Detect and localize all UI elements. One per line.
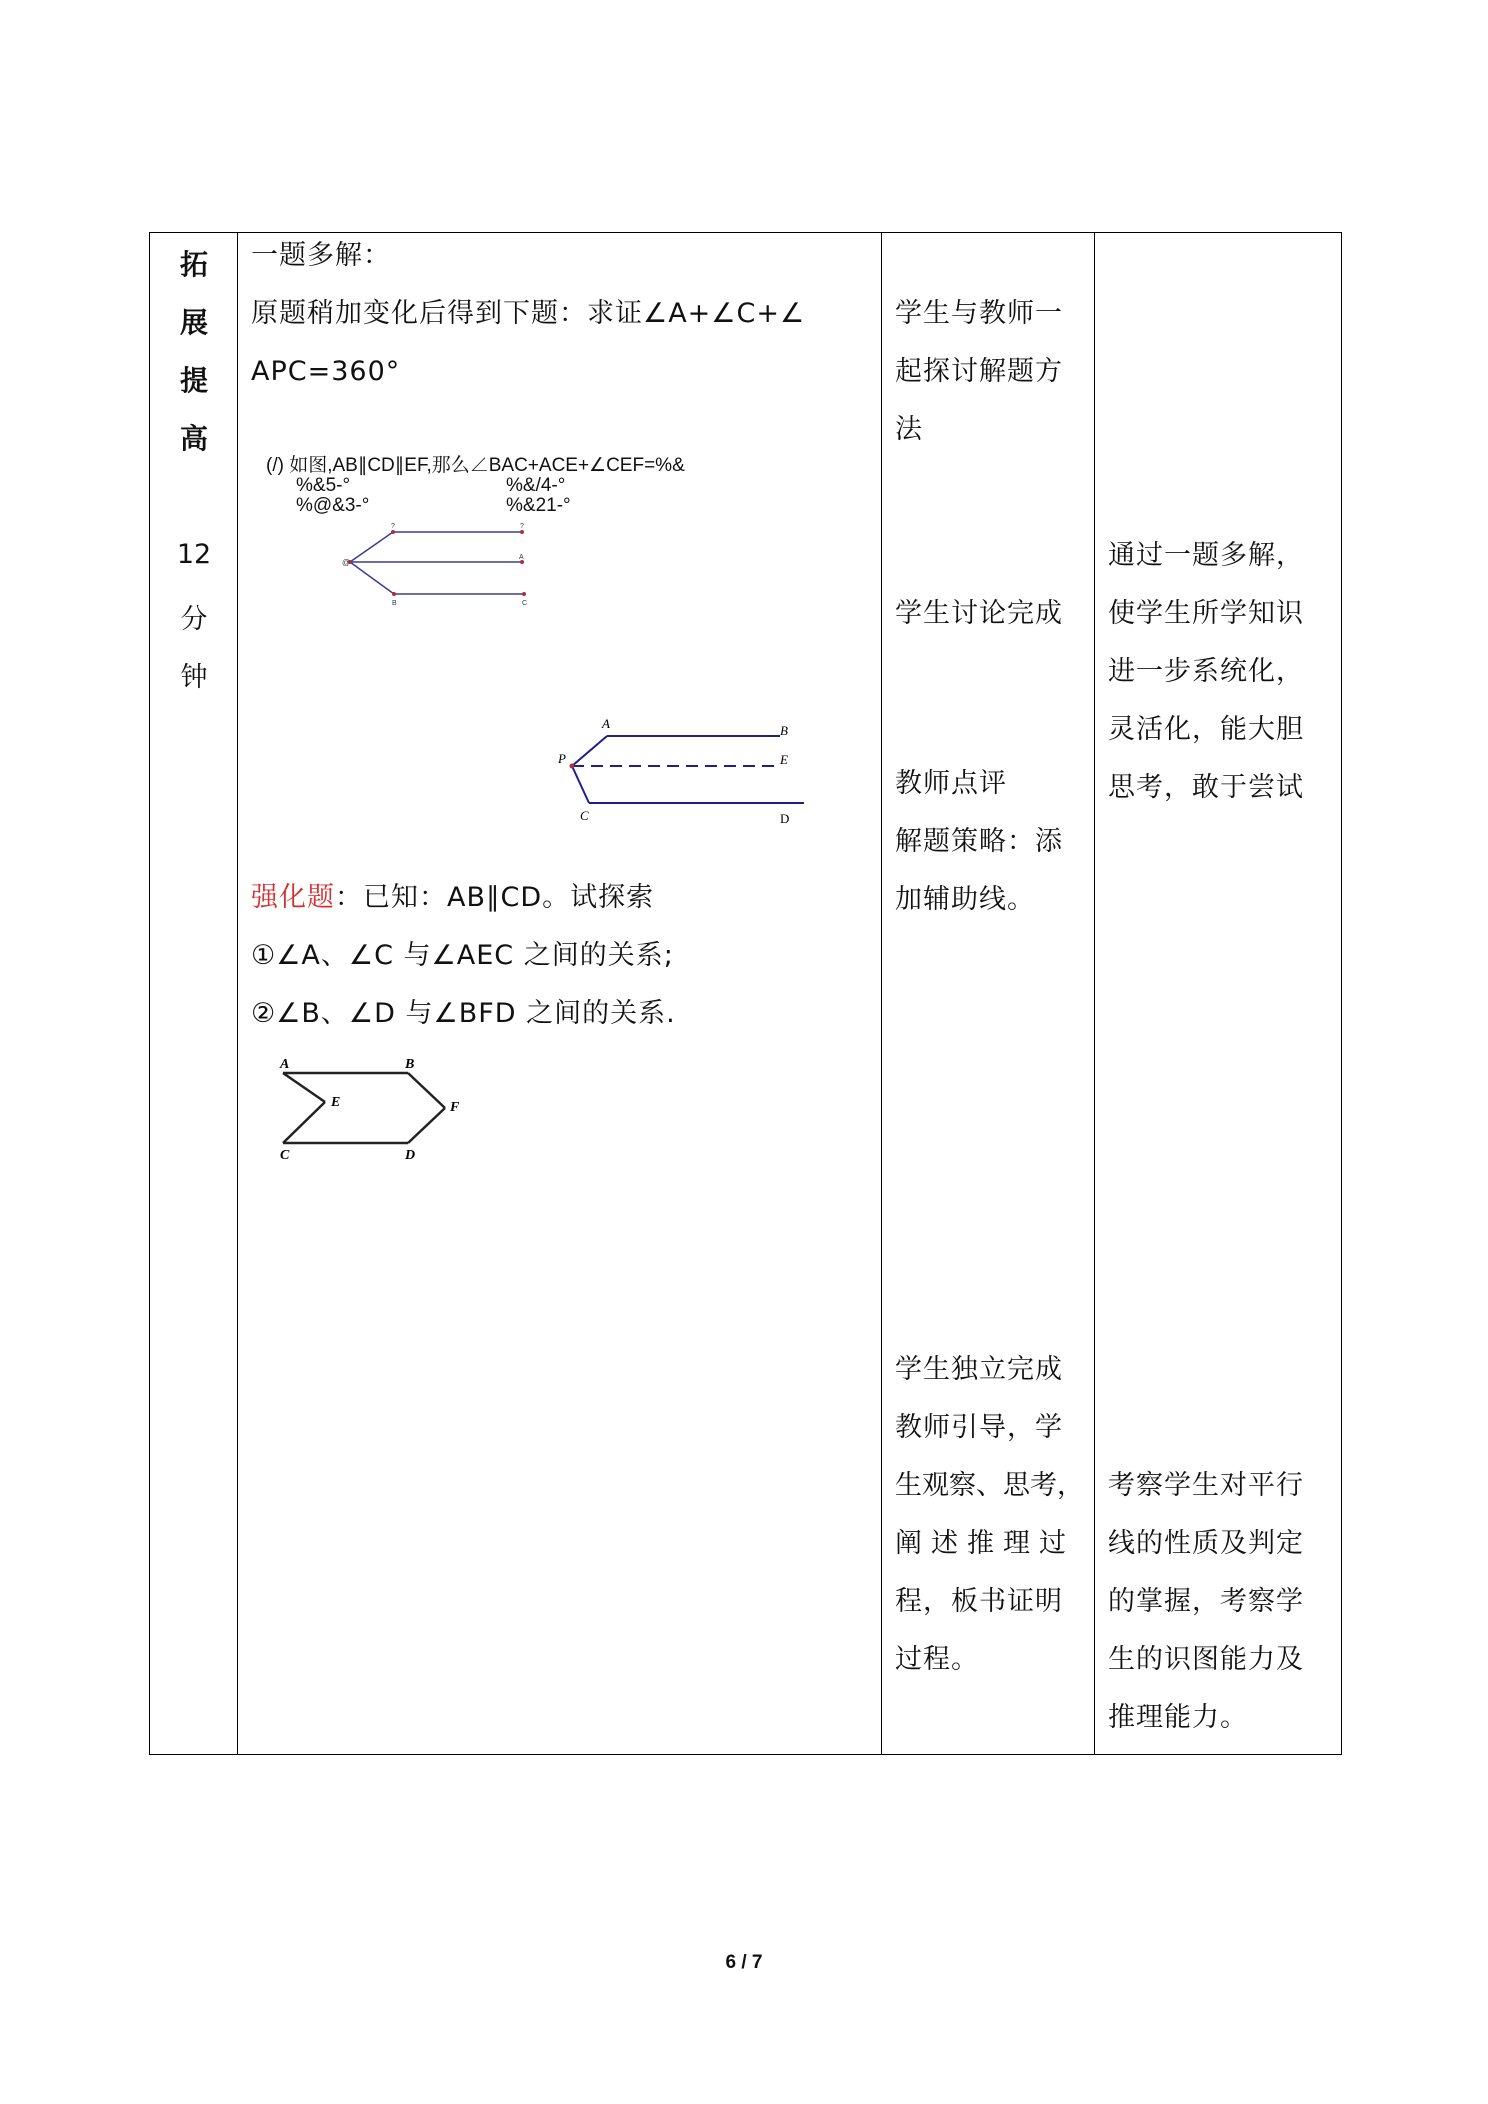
intent-line: 推理能力。 <box>1108 1702 1248 1733</box>
figure-1-option: %&21-° <box>506 495 571 516</box>
activity-cell <box>882 233 1094 1753</box>
section-label-char: 提 <box>179 364 208 397</box>
figure-line <box>572 736 607 766</box>
intent-line: 线的性质及判定 <box>1108 1528 1304 1559</box>
figure-point-label: B <box>780 723 788 738</box>
figure-point <box>570 764 575 769</box>
figure-line <box>572 766 589 803</box>
figure-point-label: B <box>405 1058 415 1072</box>
figure-2 <box>462 683 882 833</box>
intent-line: 灵活化，能大胆 <box>1108 714 1304 745</box>
intent-line: 的掌握，考察学 <box>1108 1586 1304 1617</box>
figure-line <box>283 1102 325 1143</box>
activity-line: 法 <box>895 414 923 445</box>
figure-1 <box>266 455 736 625</box>
figure-point-label: @ <box>342 558 351 567</box>
time-char: 分 <box>180 604 208 635</box>
time-char: 钟 <box>180 662 208 693</box>
figure-point-label: ? <box>520 523 524 530</box>
section-label-cell <box>150 233 238 1753</box>
figure-line <box>408 1073 445 1108</box>
content-heading: 一题多解： <box>251 240 391 271</box>
figure-point-label: B <box>392 600 397 607</box>
figure-point-label: E <box>780 752 788 767</box>
activity-line: 程，板书证明 <box>895 1586 1063 1617</box>
section-label-char: 拓 <box>179 248 208 281</box>
figure-1-option: %&/4-° <box>506 475 566 496</box>
activity-line: 教师引导，学 <box>895 1412 1063 1443</box>
page-number: 6 / 7 <box>725 1952 763 1973</box>
strengthen-text: ：已知：AB∥CD。试探索 <box>335 882 655 913</box>
figure-point-label: A <box>602 716 610 731</box>
figure-point-label: C <box>580 808 589 823</box>
activity-line: 学生与教师一 <box>895 298 1063 329</box>
figure-point-label: F <box>450 1100 460 1115</box>
activity-line: 教师点评 <box>895 768 1007 799</box>
figure-1-option: %@&3-° <box>296 495 370 516</box>
section-label-char: 展 <box>179 306 208 339</box>
activity-line: 学生独立完成 <box>895 1354 1063 1385</box>
intent-cell <box>1095 233 1341 1753</box>
activity-line: 解题策略：添 <box>895 826 1063 857</box>
figure-point <box>392 592 396 596</box>
strengthen-label: 强化题 <box>251 882 335 913</box>
figure-point-label: A <box>519 554 524 561</box>
activity-line: 阐述推理过 <box>895 1528 1075 1559</box>
figure-point-label: P <box>558 751 566 766</box>
figure-point-label: D <box>780 811 790 826</box>
figure-point-label: E <box>331 1095 341 1110</box>
activity-line: 学生讨论完成 <box>895 598 1063 629</box>
exercise-item: ②∠B、∠D 与∠BFD 之间的关系. <box>251 998 676 1029</box>
figure-1-option: %&5-° <box>296 475 351 496</box>
intent-line: 考察学生对平行 <box>1108 1470 1304 1501</box>
activity-line: 过程。 <box>895 1644 979 1675</box>
figure-point-label: C <box>522 600 528 607</box>
time-char: 12 <box>176 539 212 570</box>
content-line: APC=360° <box>251 356 401 387</box>
strengthen-line <box>251 869 654 927</box>
intent-line: 使学生所学知识 <box>1108 598 1304 629</box>
figure-point <box>391 530 395 534</box>
figure-1-problem-text: (/) 如图,AB∥CD∥EF,那么∠BAC+ACE+∠CEF=%& <box>266 455 685 476</box>
figure-line <box>283 1073 325 1102</box>
figure-point-label: D <box>405 1148 416 1163</box>
intent-line: 进一步系统化， <box>1108 656 1304 687</box>
lesson-table <box>149 232 1342 1755</box>
intent-line: 思考，敢于尝试 <box>1108 772 1304 803</box>
figure-1-drawing <box>266 455 736 625</box>
activity-line: 加辅助线。 <box>895 884 1035 915</box>
figure-point-label: C <box>280 1148 290 1163</box>
figure-point-label: ? <box>391 523 395 530</box>
figure-point <box>522 592 526 596</box>
intent-line: 生的识图能力及 <box>1108 1644 1304 1675</box>
content-cell <box>238 233 881 1753</box>
exercise-item: ①∠A、∠C 与∠AEC 之间的关系; <box>251 940 674 971</box>
activity-line: 起探讨解题方 <box>895 356 1063 387</box>
activity-line: 生观察、思考， <box>895 1470 1084 1501</box>
figure-point-label: A <box>280 1058 290 1072</box>
intent-line: 通过一题多解， <box>1108 540 1304 571</box>
figure-point <box>520 530 524 534</box>
figure-3 <box>278 1058 478 1178</box>
content-line: 原题稍加变化后得到下题：求证∠A+∠C+∠ <box>251 298 806 329</box>
section-label-char: 高 <box>179 422 208 455</box>
figure-line <box>350 562 394 594</box>
figure-line <box>350 532 393 562</box>
figure-line <box>408 1108 445 1143</box>
